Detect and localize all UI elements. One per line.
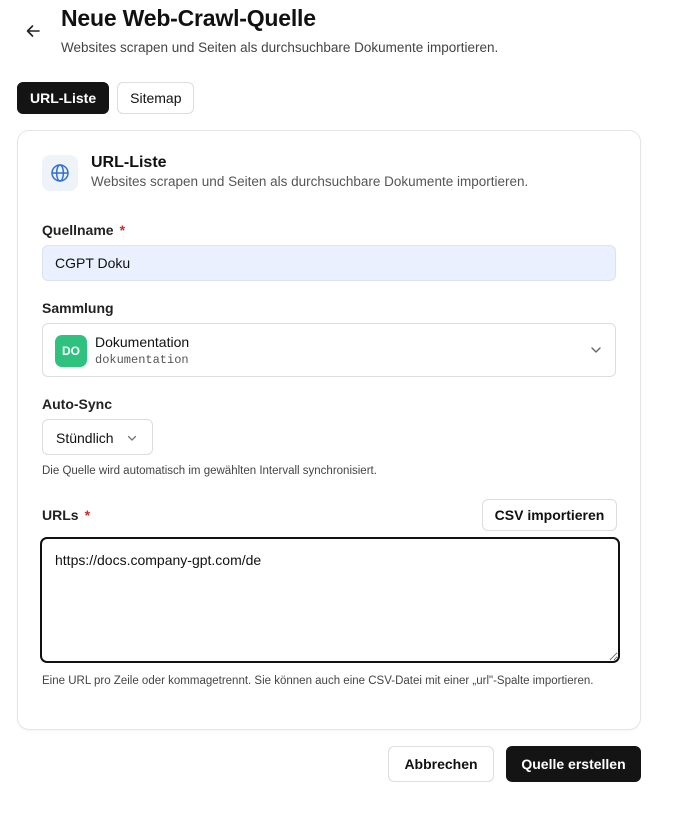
source-name-label: Quellname * bbox=[42, 222, 126, 238]
auto-sync-select[interactable] bbox=[42, 419, 153, 455]
auto-sync-help: Die Quelle wird automatisch im gewählten Intervall synchronisiert. bbox=[42, 465, 377, 477]
chevron-down-icon bbox=[589, 343, 603, 357]
globe-icon bbox=[50, 163, 70, 183]
page-title: Neue Web-Crawl-Quelle bbox=[61, 5, 316, 31]
urls-help: Eine URL pro Zeile oder kommagetrennt. Sie können auch eine CSV-Datei mit einer „url"-Spalte importieren. bbox=[42, 675, 594, 687]
page-subtitle: Websites scrapen und Seiten als durchsuchbare Dokumente importieren. bbox=[61, 40, 499, 55]
auto-sync-label: Auto-Sync bbox=[42, 396, 112, 412]
cancel-button[interactable]: Abbrechen bbox=[388, 746, 494, 782]
collection-slug: dokumentation bbox=[95, 353, 189, 367]
source-name-input[interactable] bbox=[42, 245, 616, 281]
import-csv-button[interactable]: CSV importieren bbox=[482, 499, 617, 531]
required-mark: * bbox=[84, 507, 91, 523]
required-mark: * bbox=[119, 222, 126, 238]
urls-textarea[interactable] bbox=[40, 537, 620, 663]
source-type-tabs bbox=[17, 82, 194, 114]
auto-sync-value: Stündlich bbox=[56, 430, 114, 446]
collection-select[interactable] bbox=[42, 323, 616, 377]
urls-label: URLs * bbox=[42, 507, 91, 523]
back-button[interactable] bbox=[22, 20, 44, 42]
create-source-button[interactable]: Quelle erstellen bbox=[506, 746, 641, 782]
chevron-down-icon bbox=[126, 432, 138, 444]
collection-name: Dokumentation bbox=[95, 334, 190, 350]
collection-label: Sammlung bbox=[42, 300, 114, 316]
card-title: URL-Liste bbox=[91, 154, 167, 171]
card-subtitle: Websites scrapen und Seiten als durchsuchbare Dokumente importieren. bbox=[91, 174, 529, 189]
tab-sitemap[interactable]: Sitemap bbox=[117, 82, 194, 114]
card-icon-box bbox=[42, 155, 78, 191]
collection-badge: DO bbox=[55, 335, 87, 367]
arrow-left-icon bbox=[26, 24, 40, 38]
url-list-card bbox=[17, 130, 641, 730]
tab-url-list[interactable]: URL-Liste bbox=[17, 82, 109, 114]
